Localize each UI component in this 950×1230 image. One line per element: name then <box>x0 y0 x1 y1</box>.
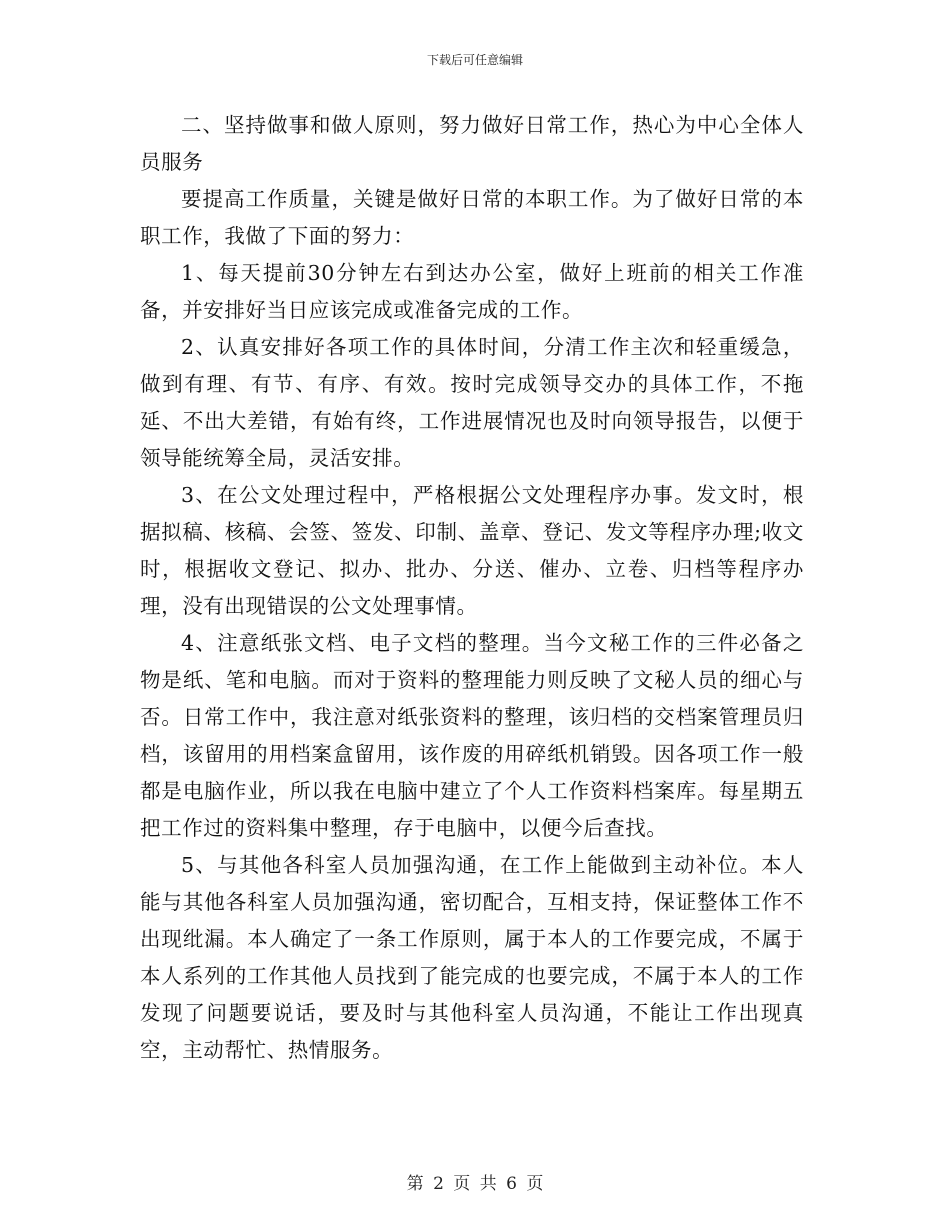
document-body <box>140 107 804 1069</box>
paragraph-item-3: 3、在公文处理过程中，严格根据公文处理程序办事。发文时，根据拟稿、核稿、会签、签发、印制、盖章、登记、发文等程序办理;收文时，根据收文登记、拟办、批办、分送、催办、立卷、归档等程序办理，没有出现错误的公文处理事情。 <box>140 483 804 618</box>
paragraph-item-2: 2、认真安排好各项工作的具体时间，分清工作主次和轻重缓急，做到有理、有节、有序、有效。按时完成领导交办的具体工作，不拖延、不出大差错，有始有终，工作进展情况也及时向领导报告，以便于领导能统筹全局，灵活安排。 <box>140 335 804 470</box>
page-header: 下载后可任意编辑 <box>426 53 523 67</box>
paragraph-item-1: 1、每天提前30分钟左右到达办公室，做好上班前的相关工作准备，并安排好当日应该完成或准备完成的工作。 <box>140 261 804 322</box>
paragraph-item-5: 5、与其他各科室人员加强沟通，在工作上能做到主动补位。本人能与其他各科室人员加强沟通，密切配合，互相支持，保证整体工作不出现纰漏。本人确定了一条工作原则，属于本人的工作要完成，不属于本人系列的工作其他人员找到了能完成的也要完成，不属于本人的工作发现了问题要说话，要及时与其他科室人员沟通，不能让工作出现真空，主动帮忙、热情服务。 <box>140 853 804 1062</box>
page-number-footer: 第 2 页 共 6 页 <box>406 1174 544 1194</box>
paragraph-intro: 要提高工作质量，关键是做好日常的本职工作。为了做好日常的本职工作，我做了下面的努力： <box>140 187 804 248</box>
paragraph-item-4: 4、注意纸张文档、电子文档的整理。当今文秘工作的三件必备之物是纸、笔和电脑。而对于资料的整理能力则反映了文秘人员的细心与否。日常工作中，我注意对纸张资料的整理，该归档的交档案管理员归档，该留用的用档案盒留用，该作废的用碎纸机销毁。因各项工作一般都是电脑作业，所以我在电脑中建立了个人工作资料档案库。每星期五把工作过的资料集中整理，存于电脑中，以便今后查找。 <box>140 631 804 840</box>
section-heading: 二、坚持做事和做人原则，努力做好日常工作，热心为中心全体人员服务 <box>140 113 804 174</box>
